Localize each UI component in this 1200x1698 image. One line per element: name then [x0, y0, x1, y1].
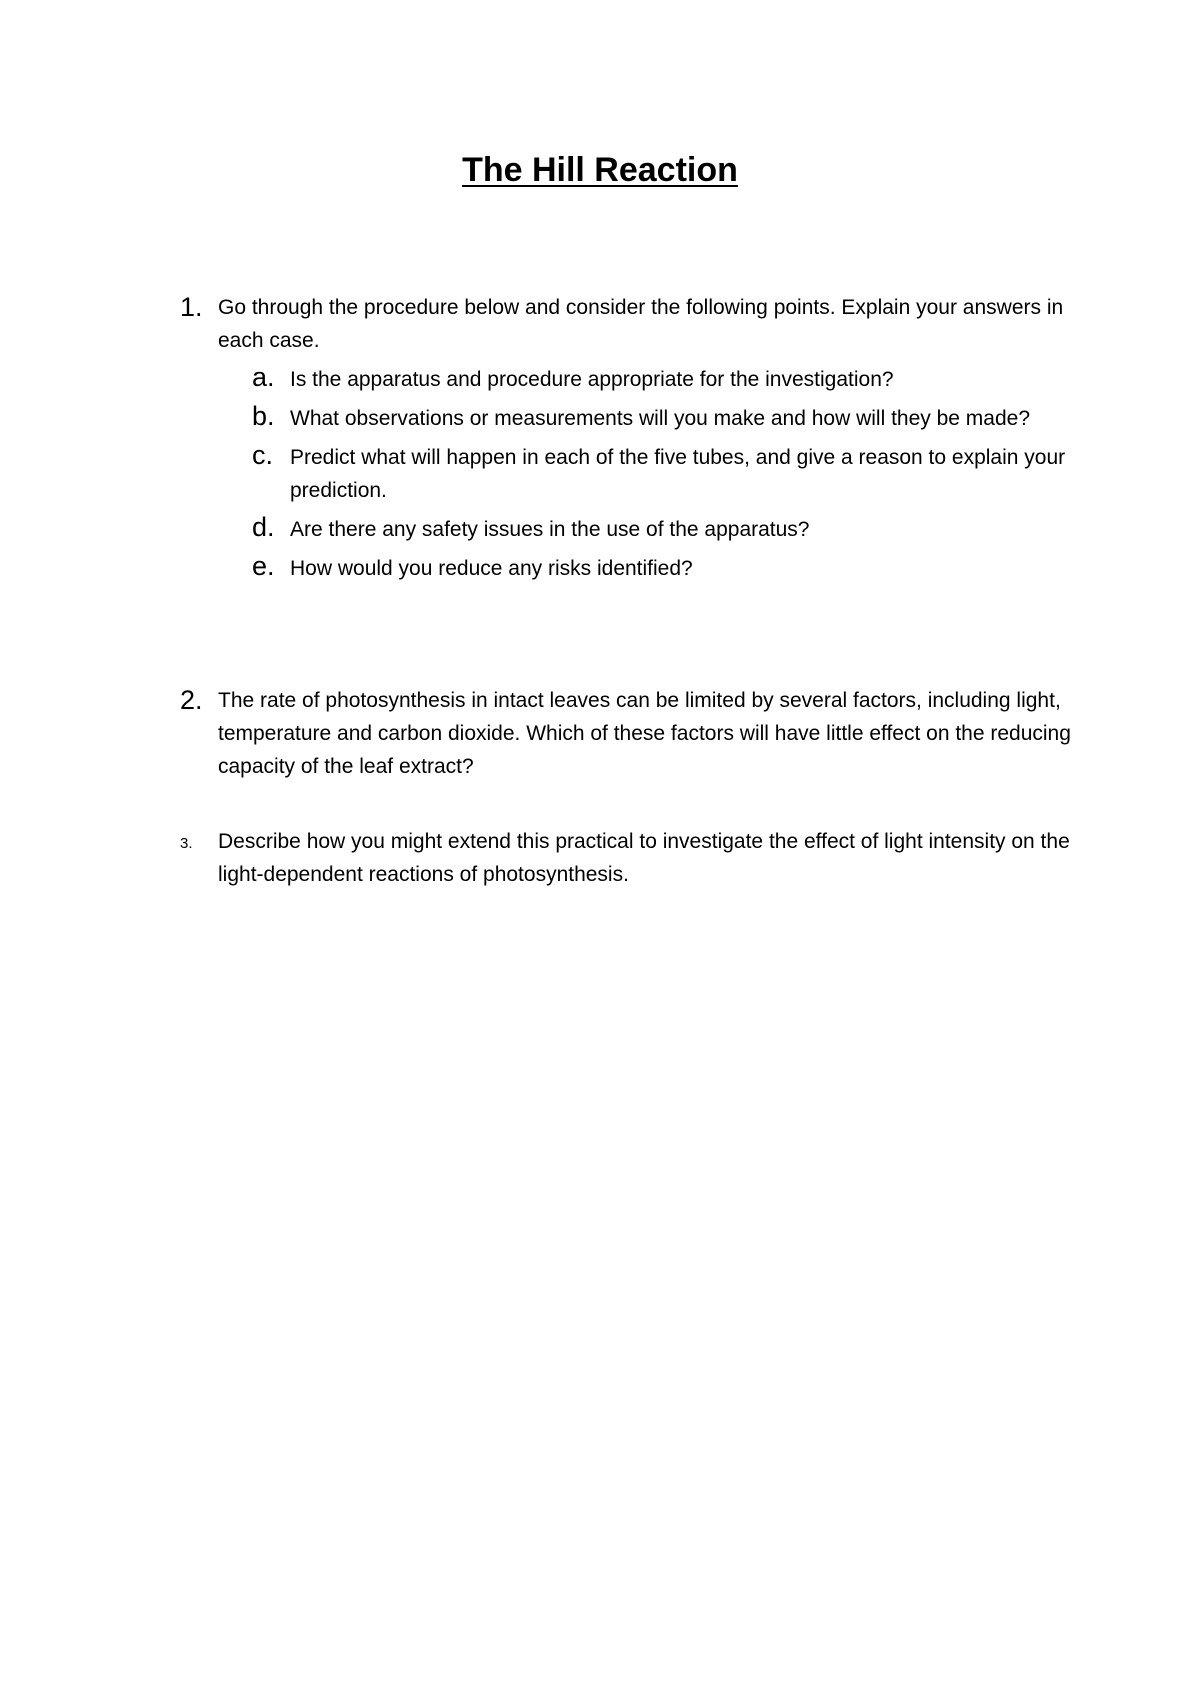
question-text: Describe how you might extend this practical to investigate the effect of light intensity on the light-dependent reactions of photosynthesis. — [218, 830, 1070, 886]
question-1 — [180, 291, 1080, 585]
sub-item-letter: b. — [252, 401, 275, 431]
question-text: Go through the procedure below and consider the following points. Explain your answers in each case. — [218, 296, 1064, 352]
sub-item-a — [252, 363, 1080, 396]
question-number: 1. — [180, 292, 203, 322]
sub-item-letter: a. — [252, 362, 275, 392]
sub-item-text: Is the apparatus and procedure appropriate for the investigation? — [290, 368, 894, 391]
sub-item-c — [252, 441, 1080, 507]
sub-item-letter: e. — [252, 551, 275, 581]
question-number: 3. — [180, 835, 193, 852]
sub-item-text: Predict what will happen in each of the five tubes, and give a reason to explain your prediction. — [290, 446, 1066, 502]
question-number: 2. — [180, 685, 203, 715]
sub-item-b — [252, 402, 1080, 435]
sub-item-text: What observations or measurements will you make and how will they be made? — [290, 407, 1031, 430]
sub-item-letter: d. — [252, 512, 275, 542]
page-title: The Hill Reaction — [462, 151, 738, 189]
sub-item-d — [252, 513, 1080, 546]
sub-item-letter: c. — [252, 440, 274, 470]
sub-item-e — [252, 552, 1080, 585]
question-2 — [180, 684, 1080, 783]
question-3 — [180, 825, 1080, 891]
question-text: The rate of photosynthesis in intact leaves can be limited by several factors, including light, temperature and carbon dioxide. Which of these factors will have little effect on the reducing capacity of the leaf extract? — [218, 689, 1071, 778]
sub-item-text: Are there any safety issues in the use of the apparatus? — [290, 518, 810, 541]
sub-item-text: How would you reduce any risks identified? — [290, 557, 693, 580]
